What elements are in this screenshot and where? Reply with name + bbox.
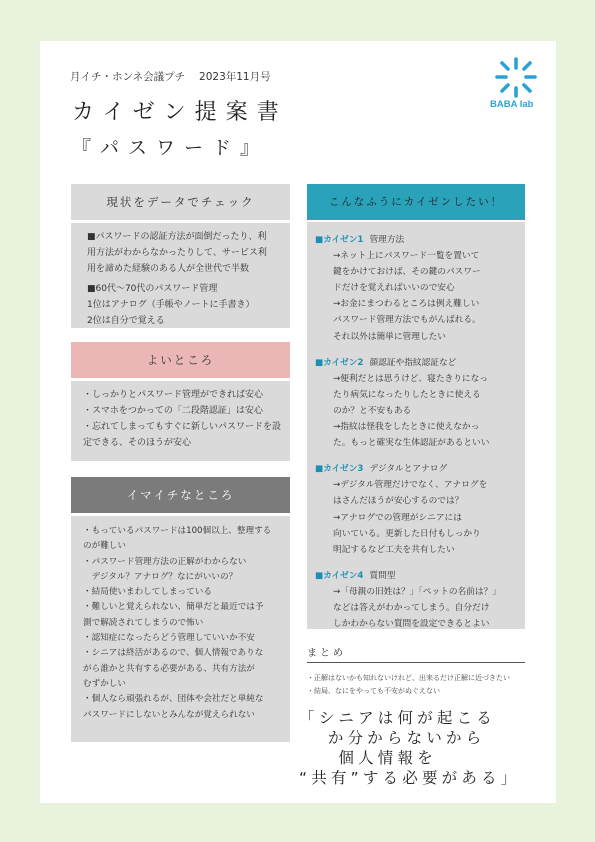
bad-points-box bbox=[71, 516, 290, 742]
page-title: カイゼン提案書 bbox=[72, 100, 288, 125]
kaizen-label: ■カイゼン4 bbox=[315, 570, 364, 581]
bad-point-line: むずかしい bbox=[83, 678, 126, 689]
status-line: 1位はアナログ（手帳やノートに手書き） bbox=[87, 300, 255, 310]
kaizen-name: デジタルとアナログ bbox=[369, 464, 448, 475]
kaizen-heading: こんなふうにカイゼンしたい！ bbox=[307, 184, 525, 220]
issue-line bbox=[70, 69, 271, 84]
good-points-heading: よいところ bbox=[71, 342, 290, 378]
summary-note: ・正解はないかも知れないけれど、出来るだけ正解に近づきたい bbox=[307, 674, 510, 682]
publication-name: 月イチ・ホンネ会議プチ bbox=[70, 71, 186, 83]
bad-point-line: がら誰かと共有する必要がある、共有方法が bbox=[83, 663, 255, 674]
status-line: 2位は自分で覚える bbox=[87, 316, 165, 326]
bad-point-line: ・認知症になったらどう管理していいか不安 bbox=[83, 633, 255, 644]
kaizen-label: ■カイゼン2 bbox=[315, 357, 364, 368]
kaizen-line: 向いている。更新した日付もしっかり bbox=[333, 528, 481, 539]
kaizen-item bbox=[315, 568, 517, 632]
document-sheet bbox=[40, 41, 556, 803]
bad-point-line: ・難しいと覚えられない、簡単だと最近では予 bbox=[83, 602, 264, 613]
bad-point-line: ・結局使いまわしてしまっている bbox=[83, 587, 212, 598]
kaizen-line: た。もっと確実な生体認証があるといい bbox=[333, 438, 490, 449]
kaizen-item bbox=[315, 355, 517, 452]
kaizen-line: →便利だとは思うけど、寝たきりになっ bbox=[333, 373, 488, 384]
bad-point-line: ・パスワード管理方法の正解がわからない bbox=[83, 556, 247, 567]
status-line: 用方法がわからなかったりして、サービス利 bbox=[87, 248, 267, 258]
kaizen-line: →ネット上にパスワード一覧を置いて bbox=[333, 251, 480, 262]
status-heading: 現状をデータでチェック bbox=[71, 184, 290, 220]
kaizen-line: →指紋は怪我をしたときに使えなかっ bbox=[333, 422, 480, 433]
bad-point-line: ・個人なら頑張れるが、団体や会社だと単純な bbox=[83, 694, 264, 705]
kaizen-line: しかわからない質問を設定できるとよい bbox=[333, 619, 490, 630]
bad-point-line: ・シニアは終活があるので、個人情報でありな bbox=[83, 648, 264, 659]
kaizen-item bbox=[315, 232, 517, 345]
kaizen-line: ドだけを覚えればいいので安心 bbox=[333, 283, 455, 294]
status-line: ■パスワードの認証方法が面倒だったり、利 bbox=[87, 232, 267, 242]
summary-notes bbox=[307, 672, 510, 697]
good-point-line: 定できる、そのほうが安心 bbox=[83, 438, 192, 448]
kaizen-line: はさんだほうが安心するのでは？ bbox=[333, 496, 464, 507]
kaizen-name: 管理方法 bbox=[369, 235, 405, 245]
summary-quote: 「シニアは何が起こる か分からないから 個人情報を “共有”する必要がある」 bbox=[299, 709, 521, 787]
bad-point-line: ・もっているパスワードは100個以上、整理する bbox=[83, 526, 272, 536]
kaizen-line: それ以外は簡単に管理したい bbox=[333, 331, 446, 342]
kaizen-name: 質問型 bbox=[369, 570, 396, 581]
bad-point-line: パスワードにしないとみんなが覚えられない bbox=[83, 709, 255, 720]
kaizen-line: →「母親の旧姓は？」「ペットの名前は？」 bbox=[333, 586, 501, 597]
kaizen-line: →お金にまつわるところは例え難しい bbox=[333, 299, 480, 310]
bad-point-line: デジタル？アナログ？なにがいいの？ bbox=[83, 571, 238, 582]
kaizen-item bbox=[315, 461, 517, 558]
kaizen-line: 明記するなど工夫を共有したい bbox=[333, 544, 455, 555]
good-point-line: ・しっかりとパスワード管理ができれば安心 bbox=[83, 390, 264, 400]
kaizen-name: 顔認証や指紋認証など bbox=[369, 357, 457, 368]
status-line: ■60代～70代のパスワード管理 bbox=[87, 284, 218, 294]
kaizen-line: などは答えがわかってしまう。自分だけ bbox=[333, 602, 490, 613]
good-point-line: ・スマホをつかっての「二段階認証」は安心 bbox=[83, 406, 263, 416]
bad-point-line: 測で解読されてしまうので怖い bbox=[83, 617, 204, 628]
kaizen-box bbox=[307, 222, 525, 629]
kaizen-label: ■カイゼン1 bbox=[315, 235, 364, 245]
kaizen-line: たり病気になったりしたときに使える bbox=[333, 389, 481, 400]
good-points-box bbox=[71, 381, 290, 461]
kaizen-line: →デジタル管理だけでなく、アナログを bbox=[333, 480, 488, 491]
summary-note: ・結局、なにをやっても不安がぬぐえない bbox=[307, 686, 440, 695]
logo-text: BABA lab bbox=[490, 99, 534, 110]
kaizen-line: パスワード管理方法でもがんばれる。 bbox=[333, 315, 481, 326]
summary-divider bbox=[307, 662, 525, 663]
status-box bbox=[71, 223, 290, 328]
page-subtitle: 『パスワード』 bbox=[72, 137, 269, 159]
bad-points-heading: イマイチなところ bbox=[71, 477, 290, 513]
summary-heading: まとめ bbox=[307, 648, 346, 659]
status-line: 用を諦めた経験のある人が全世代で半数 bbox=[87, 264, 250, 274]
good-point-line: ・忘れてしまってもすぐに新しいパスワードを設 bbox=[83, 422, 282, 432]
kaizen-line: 鍵をかけておけば、その鍵のパスワー bbox=[333, 267, 481, 278]
bad-point-line: のが難しい bbox=[83, 541, 126, 552]
issue-date: 2023年11月号 bbox=[199, 71, 271, 83]
kaizen-label: ■カイゼン3 bbox=[315, 464, 364, 475]
kaizen-line: →アナログでの管理がシニアには bbox=[333, 512, 462, 523]
kaizen-line: のか？と不安もある bbox=[333, 405, 412, 416]
